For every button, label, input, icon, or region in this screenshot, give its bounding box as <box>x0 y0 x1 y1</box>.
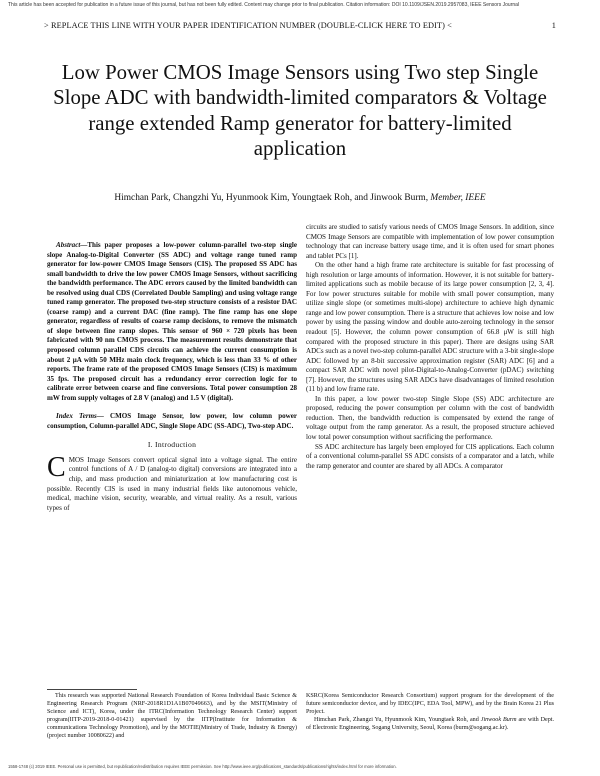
index-terms <box>47 412 297 431</box>
intro-paragraph <box>47 451 297 513</box>
abstract-text: —This paper proposes a low-power column-parallel two-step single slope Analog-to-Digital Converter (SS ADC) and voltage range tuned ramp generator for low-power CMOS Image Sensors (CIS). The proposed SS ADC has small bandwidth to drive the low power CMOS Image Sensors, without sacrificing the bandwidth performance. The ADC errors caused by the limited bandwidth can be resolved using dual CDS (Correlated Double Sampling) and using voltage range tuned ramp generator. The proposed two-step structure consists of a resistor DAC (coarse ramp) and a current DAC (fine ramp). The fine ramp has one slope generator, regardless of results of coarse ramp decisions, to remove the mismatch of slope between fine ramp slopes. This sensor of 960 × 720 pixels has been fabricated with 90 nm CMOS process. The measurement results demonstrate that proposed column parallel CDS circuits can achieve the current consumption is about 2 μA with 50 MHz main clock frequency, which is less than 33 % of other reports. The frame rate of the proposed CMOS Image Sensors (CIS) is maximum 35 fps. The proposed circuit has a redundancy error correction logic for to calibrate error between coarse and fine conversions. Total power consumption 28 mW from supply voltages of 2.8 V (analog) and 1.5 V (digital). <box>47 241 297 402</box>
page-number: 1 <box>551 21 556 30</box>
running-head <box>44 21 556 30</box>
index-terms-text: — CMOS Image Sensor, low power, low column power consumption, Column-parallel ADC, Single Slope ADC (SS-ADC), Two-step ADC. <box>47 412 297 430</box>
body-paragraph-1: circuits are studied to satisfy various needs of CMOS Image Sensors. In addition, since CMOS Image Sensors are compatible with implementation of low power consumption technology that can increase battery usage time, and it is often used for smart phones and tablet PCs [1]. <box>306 223 554 260</box>
right-column <box>306 223 554 471</box>
abstract-label: Abstract <box>56 241 81 249</box>
funding-footnote-continued: KSRC(Korea Semiconductor Research Consortium) support program for the development of the future semiconductor device, and by IDEC(IPC, EDA Tool, MPW), and by the Brain Korea 21 Plus Project. <box>306 693 554 715</box>
author-names: Himchan Park, Changzhi Yu, Hyunmook Kim, Youngtaek Roh, and Jinwook Burm, <box>114 193 431 203</box>
publication-notice-banner: This article has been accepted for publication in a future issue of this journal, but has not been fully edited. Content may change prior to final publication. Citation information: DOI 10.1109/JSEN.2019.2957083, IEEE Sensors Journal <box>8 2 520 8</box>
index-terms-label: Index Terms <box>56 412 97 421</box>
author-list <box>40 193 560 203</box>
affiliation-rest: are with Dept. of Electronic Engineering, Sogang University, Seoul, Korea (burm@sogang.ac.kr). <box>306 717 555 731</box>
paper-title: Low Power CMOS Image Sensors using Two step Single Slope ADC with bandwidth-limited comparators & Voltage range extended Ramp generator for battery-limited application <box>53 61 547 161</box>
running-head-text: > REPLACE THIS LINE WITH YOUR PAPER IDENTIFICATION NUMBER (DOUBLE-CLICK HERE TO EDIT) < <box>44 21 452 30</box>
affiliation-emph-name: Jinwook Burm <box>480 717 517 723</box>
funding-footnote <box>47 692 297 740</box>
affiliation-footnote <box>306 692 554 732</box>
author-membership: Member, IEEE <box>430 193 486 203</box>
section-heading-introduction: I. Introduction <box>147 440 197 450</box>
funding-footnote-text: This research was supported National Research Foundation of Korea Individual Basic Science & Engineering Research Program (NRF-2018R1D1A1B07049663), and by the MSIT(Ministry of Science and ICT), Korea, under the ITRC(Information Technology Research Center) support program(IITP-2019-2018-0-01421) supervised by the IITP(Institute for Information & communications Technology Promotion), and by the MOTIE(Ministry of Trade, Industry & Energy) (project number 10080622) and <box>47 693 297 739</box>
affiliation-text <box>306 716 554 732</box>
copyright-notice: 1558-1748 (c) 2019 IEEE. Personal use is permitted, but republication/redistribution requires IEEE permission. See http://www.ieee.org/publications_standards/publications/rights/index.html for more information. <box>8 764 397 769</box>
body-paragraph-3: In this paper, a low power two-step Single Slope (SS) ADC architecture are proposed, reducing the power consumption per column with the cost of bandwidth reduction. Then, the bandwidth reduction is compensated by extend the range of voltage output from the ramp generator. As a result, the proposed structure achieved low total power consumption without sacrificing the performance. <box>306 394 554 442</box>
abstract <box>47 241 297 403</box>
footnote-divider <box>47 689 137 690</box>
affiliation-names: Himchan Park, Zhangzi Yu, Hyunmook Kim, Youngtaek Roh, and <box>314 717 481 723</box>
left-column <box>47 241 297 513</box>
intro-text: MOS Image Sensors convert optical signal into a voltage signal. The entire control functions of A / D (analog-to digital) conversions are integrated into a chip, and mass production and miniaturization at low manufacturing cost is possible. Recently CIS is used in many industrial fields like autonomous vehicle, medical, machine vision, security, wearable, and virtual reality. As a result, various types of <box>47 455 297 512</box>
body-paragraph-4: SS ADC architecture has largely been employed for CIS applications. Each column of a conventional column-parallel SS ADC consists of a comparator and a latch, while the ramp generator and counter are shared by all ADCs. A comparator <box>306 442 554 470</box>
body-paragraph-2: On the other hand a high frame rate architecture is suitable for fast processing of high resolution or large amounts of information. However, it is not suitable for battery-limited applications such as mobile because of its large power consumption [2, 3, 4]. For low power structures suitable for mobile with small power consumption, many utilize single slope (or sometimes multi-slope) architecture to achieve high dynamic range and low power consumption. There is a structure that achieves low noise and low power by using the passing window and double auto-zeroing technology in the sensor readout [5]. However, the column power consumption of 66.8 μW is still high compared with the proposed structure in this paper). There are designs using SAR ADCs such as a novel two-step column-parallel ADC structure with a 3-bit single-slope ADC followed by an 8-bit successive approximation register (SAR) ADC [6] and a compact SAR ADC with novel pilot-Digital-to-Analog-Converter (pDAC) switching [7]. However, the structures using SAR ADCs have disadvantages of limited resolution (11 b) and low frame rate. <box>306 261 554 394</box>
drop-cap: C <box>47 451 66 483</box>
